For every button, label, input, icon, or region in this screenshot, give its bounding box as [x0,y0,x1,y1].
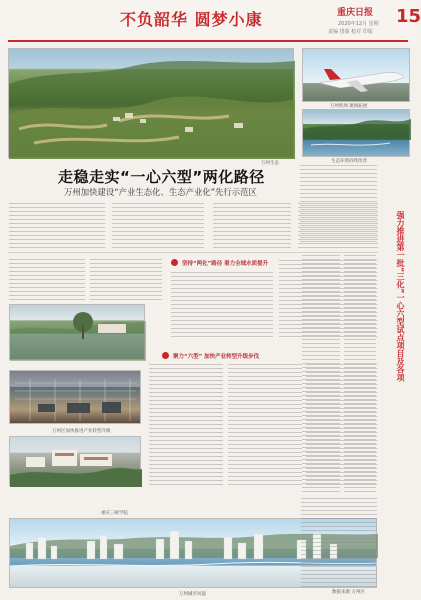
red-dot-icon [171,259,178,266]
feature-headline: 走稳走实“一心六型”两化路径 [58,168,265,186]
sidebar-source: 数据来源 万州区 [332,590,365,595]
header-meta-secondary: 责编 排版 校对 印版 [328,29,373,35]
intro-column-3 [213,203,291,250]
intro-column-2 [112,203,204,250]
lake-caption: 生态环境持续改善 [331,159,367,164]
landscape-illustration [9,49,295,159]
lower-section-title-text: 聚力“六型” 加快产业转型升级步伐 [173,354,260,360]
sidebar-column-3 [301,498,377,588]
middle-column-1 [9,259,85,300]
middle-section-title [171,259,268,267]
top-left-caption: 万州生态 [261,161,279,166]
airplane-illustration [303,49,411,103]
middle-column-3 [171,272,273,340]
section-divider-middle [8,252,378,253]
feature-subhead: 万州加快建设“产业生态化、生态产业化”先行示范区 [64,187,257,197]
lower-column-2 [228,364,302,486]
city-caption: 万州城市风貌 [179,592,206,597]
middle-column-2 [90,259,162,300]
campus-illustration [10,437,142,487]
campus-caption: 重庆三峡学院 [101,511,128,516]
factory-illustration [10,371,142,425]
riverside-illustration [10,305,146,361]
page-number: 15 [396,6,421,27]
section-title: 不负韶华 圆梦小康 [120,10,263,29]
lower-section-title [162,352,259,360]
airplane-photo [302,48,410,102]
riverside-photo [9,304,145,360]
header-meta: 2020年12月 星期 [338,21,379,27]
sidebar-column-1 [302,255,340,495]
lake-photo [302,109,410,157]
sidebar-feature-title: 强力推进第一批“三化”一心六型试点项目及各项 [396,211,405,382]
campus-photo [9,436,141,486]
middle-section-title-text: 坚持“两化”路径 着力全域水质提升 [182,261,269,267]
right-top-column [300,165,377,245]
airplane-caption: 万州机场 航线拓展 [330,104,368,109]
header-rule [8,40,408,42]
lower-column-1 [149,364,223,486]
sidebar-column-2 [344,255,376,495]
masthead-logo: 重庆日报 [337,8,374,18]
intro-column-1 [9,203,105,250]
factory-photo [9,370,141,424]
top-landscape-photo [8,48,294,158]
lake-illustration [303,110,411,158]
red-dot-icon [162,352,169,359]
factory-caption: 万州区加快推进产业转型升级 [52,429,111,434]
